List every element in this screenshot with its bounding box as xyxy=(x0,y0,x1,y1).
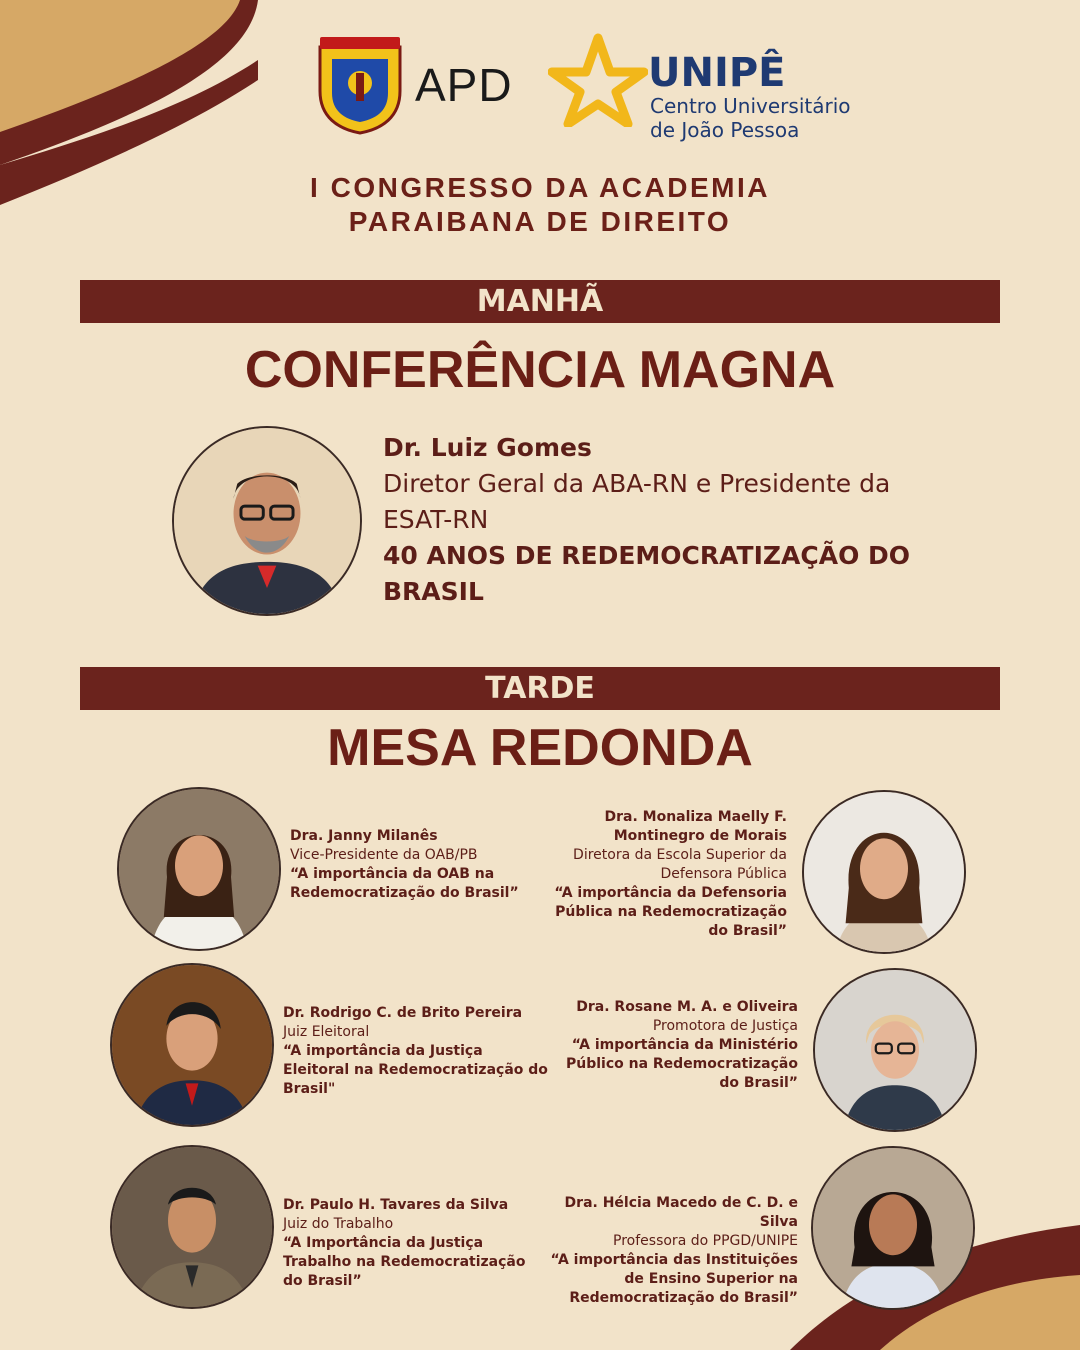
apd-shield-logo xyxy=(312,33,408,135)
afternoon-band: TARDE xyxy=(80,667,1000,710)
panelist-talk: Brasil" xyxy=(283,1081,336,1097)
panelist-talk: “A importância da Justiça xyxy=(283,1043,483,1059)
congress-title-line-1: I CONGRESSO DA ACADEMIA xyxy=(310,172,770,203)
panelist-role: Vice-Presidente da OAB/PB xyxy=(290,847,478,863)
panelist-talk: Eleitoral na Redemocratização do xyxy=(283,1062,548,1078)
panelist-role: Juiz Eleitoral xyxy=(283,1024,370,1040)
panelist-talk: do Brasil” xyxy=(283,1273,362,1289)
panelist-talk: Pública na Redemocratização xyxy=(555,904,787,920)
panelist-talk: Redemocratização do Brasil” xyxy=(569,1290,798,1306)
panelist-rodrigo xyxy=(283,1004,553,1099)
main-speaker-role-1: Diretor Geral da ABA-RN e Presidente da xyxy=(383,469,891,498)
main-speaker-info xyxy=(383,430,943,610)
panelist-role: Defensora Pública xyxy=(660,866,787,882)
main-speaker-talk-2: BRASIL xyxy=(383,577,484,606)
afternoon-title: MESA REDONDA xyxy=(327,719,753,777)
panelist-photo-helcia xyxy=(811,1146,975,1310)
unipe-subtitle-1: Centro Universitário xyxy=(650,94,851,118)
panelist-helcia xyxy=(528,1194,798,1308)
unipe-name: UNIPÊ xyxy=(648,50,786,96)
panelist-rosane xyxy=(548,998,798,1093)
main-speaker-role-2: ESAT-RN xyxy=(383,505,489,534)
panelist-name: Dra. Monaliza Maelly F. xyxy=(604,809,787,825)
panelist-name: Dr. Paulo H. Tavares da Silva xyxy=(283,1197,509,1213)
morning-band: MANHÃ xyxy=(80,280,1000,323)
panelist-janny xyxy=(290,827,530,903)
panelist-name: Dr. Rodrigo C. de Brito Pereira xyxy=(283,1005,523,1021)
panelist-talk: “A importância da OAB na xyxy=(290,866,495,882)
panelist-photo-janny xyxy=(117,787,281,951)
panelist-role: Diretora da Escola Superior da xyxy=(573,847,787,863)
panelist-role: Promotora de Justiça xyxy=(652,1018,798,1034)
congress-title-line-2: PARAIBANA DE DIREITO xyxy=(348,206,732,237)
panelist-talk: “A importância da Ministério xyxy=(571,1037,798,1053)
panelist-photo-paulo xyxy=(110,1145,274,1309)
panelist-role: Professora do PPGD/UNIPE xyxy=(613,1233,798,1249)
panelist-talk: “A Importância da Justiça xyxy=(283,1235,484,1251)
panelist-name: Montinegro de Morais xyxy=(613,828,787,844)
panelist-talk: do Brasil” xyxy=(719,1075,798,1091)
panelist-role: Juiz do Trabalho xyxy=(283,1216,394,1232)
panelist-name: Dra. Rosane M. A. e Oliveira xyxy=(576,999,798,1015)
morning-title: CONFERÊNCIA MAGNA xyxy=(244,341,836,399)
panelist-paulo xyxy=(283,1196,543,1291)
panelist-talk: Trabalho na Redemocratização xyxy=(283,1254,526,1270)
main-speaker-name: Dr. Luiz Gomes xyxy=(383,433,592,462)
panelist-name: Dra. Hélcia Macedo de C. D. e Silva xyxy=(564,1195,798,1230)
panelist-talk: do Brasil” xyxy=(708,923,787,939)
panelist-talk: Público na Redemocratização xyxy=(565,1056,798,1072)
panelist-photo-rosane xyxy=(813,968,977,1132)
unipe-star-logo xyxy=(548,32,648,127)
apd-label: APD xyxy=(415,59,513,111)
panelist-monaliza xyxy=(540,808,787,941)
panelist-talk: Redemocratização do Brasil” xyxy=(290,885,519,901)
panelist-talk: de Ensino Superior na xyxy=(624,1271,798,1287)
panelist-photo-rodrigo xyxy=(110,963,274,1127)
main-speaker-talk-1: 40 ANOS DE REDEMOCRATIZAÇÃO DO xyxy=(383,541,911,570)
unipe-subtitle-2: de João Pessoa xyxy=(650,118,800,142)
panelist-name: Dra. Janny Milanês xyxy=(290,828,438,844)
panelist-talk: “A importância da Defensoria xyxy=(554,885,787,901)
main-speaker-photo xyxy=(172,426,362,616)
panelist-talk: “A importância das Instituições xyxy=(550,1252,798,1268)
panelist-photo-monaliza xyxy=(802,790,966,954)
